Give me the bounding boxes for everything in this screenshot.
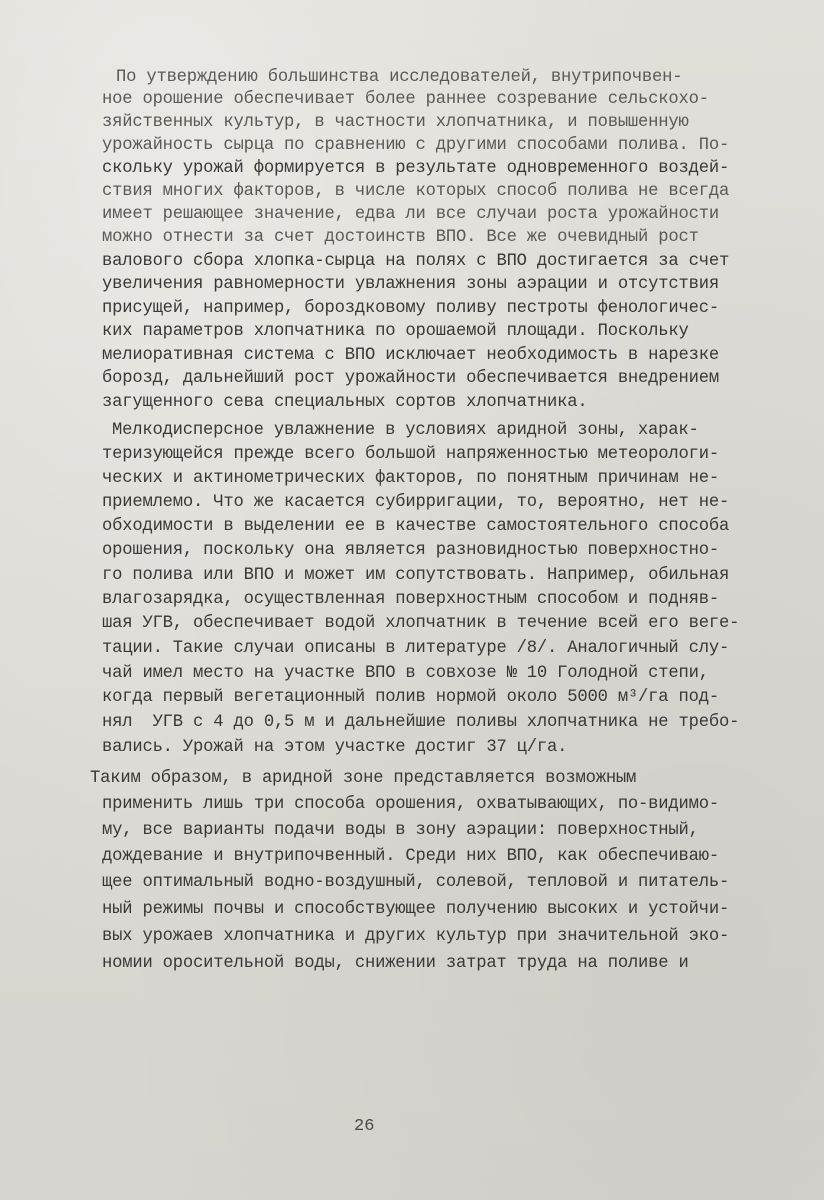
text-line: Мелкодисперсное увлажнение в условиях аридной зоны, харак- (112, 421, 699, 440)
text-line: увеличения равномерности увлажнения зоны аэрации и отсутствия (102, 275, 719, 294)
text-line: приемлемо. Что же касается субирригации, то, вероятно, нет не- (102, 493, 730, 512)
text-line: зяйственных культур, в частности хлопчатника, и повышенную (102, 113, 689, 132)
text-line: обходимости в выделении ее в качестве самостоятельного способа (102, 517, 730, 536)
text-line: применить лишь три способа орошения, охватывающих, по-видимо- (102, 795, 719, 814)
text-line: го полива или ВПО и может им сопутствовать. Например, обильная (102, 566, 730, 585)
text-line: скольку урожай формируется в результате одновременного воздей- (102, 159, 730, 178)
text-line: шая УГВ, обеспечивает водой хлопчатник в течение всей его веге- (102, 614, 740, 633)
text-line: ческих и актинометрических факторов, по понятным причинам не- (102, 469, 719, 488)
text-line: когда первый вегетационный полив нормой около 5000 м³/га под- (102, 688, 719, 707)
text-line: дождевание и внутрипочвенный. Среди них ВПО, как обеспечиваю- (102, 847, 719, 866)
text-line: щее оптимальный водно-воздушный, солевой, тепловой и питатель- (102, 873, 730, 892)
text-line: теризующейся прежде всего большой напряженностью метеорологи- (102, 445, 719, 464)
text-line: номии оросительной воды, снижении затрат труда на поливе и (102, 954, 689, 973)
text-line: борозд, дальнейший рост урожайности обеспечивается внедрением (102, 369, 719, 388)
text-line: нял УГВ с 4 до 0,5 м и дальнейшие поливы хлопчатника не требо- (102, 713, 740, 732)
text-line: ких параметров хлопчатника по орошаемой площади. Поскольку (102, 322, 689, 341)
text-line: можно отнести за счет достоинств ВПО. Все же очевидный рост (102, 228, 699, 247)
text-line: чай имел место на участке ВПО в совхозе № 10 Голодной степи, (102, 664, 709, 683)
page-number: 26 (354, 1117, 375, 1136)
text-line: ное орошение обеспечивает более раннее созревание сельскохо- (102, 90, 709, 109)
text-line: вых урожаев хлопчатника и других культур при значительной эко- (102, 927, 730, 946)
text-line: мелиоративная система с ВПО исключает необходимость в нарезке (102, 346, 719, 365)
text-line: загущенного сева специальных сортов хлопчатника. (102, 393, 588, 412)
text-line: присущей, например, бороздковому поливу пестроты фенологичес- (102, 299, 719, 318)
text-line: урожайность сырца по сравнению с другими способами полива. По- (102, 136, 730, 155)
text-line: ный режимы почвы и способствующее получению высоких и устойчи- (102, 900, 730, 919)
text-line: му, все варианты подачи воды в зону аэрации: поверхностный, (102, 821, 699, 840)
text-line: Таким образом, в аридной зоне представляется возможным (90, 769, 637, 788)
text-line: орошения, поскольку она является разновидностью поверхностно- (102, 541, 719, 560)
text-line: имеет решающее значение, едва ли все случаи роста урожайности (102, 205, 719, 224)
text-line: влагозарядка, осуществленная поверхностным способом и подняв- (102, 590, 719, 609)
text-line: вались. Урожай на этом участке достиг 37 ц/га. (102, 738, 568, 757)
text-line: тации. Такие случаи описаны в литературе /8/. Аналогичный слу- (102, 639, 730, 658)
text-line: ствия многих факторов, в числе которых способ полива не всегда (102, 182, 730, 201)
text-line: валового сбора хлопка-сырца на полях с ВПО достигается за счет (102, 252, 730, 271)
text-line: По утверждению большинства исследователей, внутрипочвен- (116, 68, 683, 87)
